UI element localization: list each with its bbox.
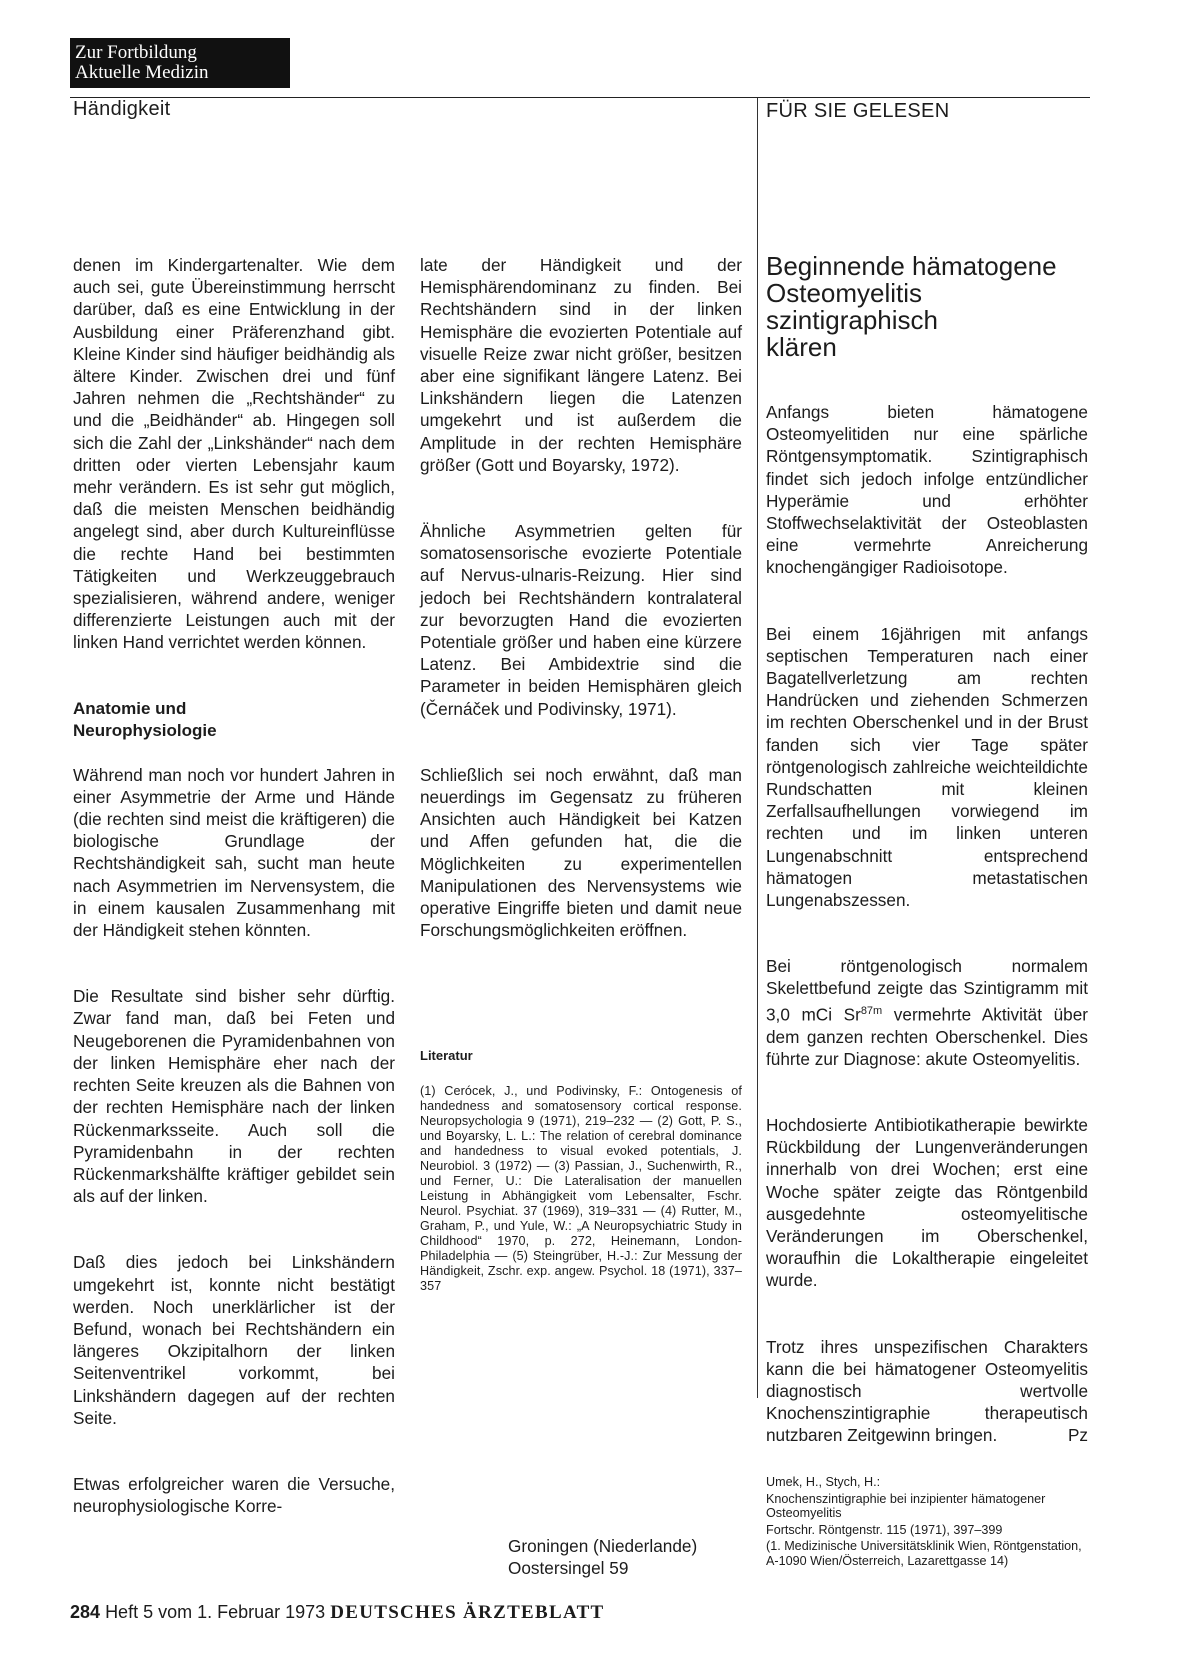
article-title	[766, 253, 1088, 361]
paragraph: Bei einem 16jährigen mit anfangs septischen Temperaturen nach einer Bagatellverletzung am rechten Handrücken und ziehenden Schmerzen im rechten Oberschenkel und in der Brust fanden sich vier Tage später röntgenologisch zahlreiche weichteildichte Rundschatten mit kleinen Zerfallsaufhellungen vorwiegend im rechten und im linken unteren Lungenabschnitt entsprechend hämatogen metastatischen Lungenabszessen.	[766, 623, 1088, 911]
paragraph: Anfangs bieten hämatogene Osteomyelitiden nur eine spärliche Röntgensymptomatik. Szintigraphisch findet sich jedoch infolge entzündlicher Hyperämie und erhöhter Stoffwechselaktivität der Osteoblasten eine vermehrte Anreicherung knochengängiger Radioisotope.	[766, 402, 1088, 578]
section-label	[70, 38, 290, 88]
title-line2: Osteomyelitis	[766, 278, 923, 308]
paragraph	[766, 955, 1088, 1070]
paragraph: late der Händigkeit und der Hemisphärendominanz zu finden. Bei Rechtshändern sind in der linken Hemisphäre die evozierten Potentiale auf visuelle Reize zwar nicht größer, besitzen aber eine signifikant längere Latenz. Bei Linkshändern liegen die Latenzen umgekehrt und ist außerdem die Amplitude in der rechten Hemisphäre größer (Gott und Boyarsky, 1972).	[420, 255, 742, 475]
paragraph: denen im Kindergartenalter. Wie dem auch sei, gute Übereinstimmung herrscht darüber, daß es eine Entwicklung in der Ausbildung einer Präferenzhand gibt. Kleine Kinder sind häufiger beidhändig als ältere Kinder. Zwischen drei und fünf Jahren nehmen die „Rechtshänder“ zu und die „Beidhänder“ ab. Hingegen soll sich die Zahl der „Linkshänder“ nach dem dritten oder vierten Lebensjahr kaum mehr verändern. Es ist sehr gut möglich, daß die meisten Menschen beidhändig angelegt sind, aber durch Kultureinflüsse die rechte Hand bei bestimmten Tätigkeiten und Werkzeuggebrauch spezialisieren, während andere, weniger differenzierte Leistungen auch mit der linken Hand verrichtet werden können.	[73, 255, 395, 653]
paragraph-part: Bei röntgenologisch normalem Skelettbefund zeigte das Szintigramm mit 3,0 mCi Sr	[766, 956, 1088, 1025]
section-label-line1: Zur Fortbildung	[75, 42, 197, 63]
author-address	[508, 1535, 697, 1579]
reference-authors: Umek, H., Stych, H.:	[766, 1475, 881, 1489]
issue-info: Heft 5 vom 1. Februar 1973	[105, 1602, 326, 1622]
page-footer	[70, 1602, 605, 1624]
paragraph: Hochdosierte Antibiotikatherapie bewirkte Rückbildung der Lungenveränderungen innerhalb von drei Wochen; erst eine Woche später zeigte das Röntgenbild ausgedehnte osteomyelitische Veränderungen im Oberschenkel, woraufhin die Lokaltherapie eingeleitet wurde.	[766, 1115, 1088, 1291]
section-label-line2: Aktuelle Medizin	[75, 62, 209, 83]
reference-block	[766, 1475, 1088, 1570]
reference-title: Knochenszintigraphie bei inzipienter hämatogener Osteomyelitis	[766, 1491, 1046, 1520]
reference-address: (1. Medizinische Universitätsklinik Wien, Röntgenstation, A-1090 Wien/Österreich, Lazarettgasse 14)	[766, 1539, 1082, 1568]
magazine-name: DEUTSCHES ÄRZTEBLATT	[330, 1602, 605, 1623]
department-heading: FÜR SIE GELESEN	[766, 100, 950, 122]
author-signature: Pz	[1067, 1425, 1088, 1446]
column-3	[766, 253, 1088, 1447]
title-line4: klären	[766, 332, 837, 362]
paragraph: Während man noch vor hundert Jahren in einer Asymmetrie der Arme und Hände (die rechten sind meist die kräftigeren) die biologische Grundlage der Rechtshändigkeit sah, sucht man heute nach Asymmetrien im Nervensystem, die in einem kausalen Zusammenhang mit der Händigkeit stehen könnten.	[73, 764, 395, 941]
subheading-line2: Neurophysiologie	[73, 720, 217, 740]
paragraph: Die Resultate sind bisher sehr dürftig. Zwar fand man, daß bei Feten und Neugeborenen die Pyramidenbahnen von der linken Hemisphäre eher nach der rechten Seite kreuzen als die Bahnen von der rechten Hemisphäre nach der linken Rückenmarksseite. Auch soll die Pyramidenbahn in der rechten Rückenmarkshälfte kräftiger gebildet sein als auf der linken.	[73, 986, 395, 1207]
address-line1: Groningen (Niederlande)	[508, 1536, 698, 1556]
literature-heading: Literatur	[420, 1048, 473, 1064]
column-2	[420, 254, 742, 1294]
title-line1: Beginnende hämatogene	[766, 251, 1057, 281]
title-line3: szintigraphisch	[766, 305, 938, 335]
subheading-line1: Anatomie und	[73, 698, 187, 718]
paragraph-part: vermehrte Aktivität über dem ganzen rechten Oberschenkel. Dies führte zur Diagnose: akute Osteomyelitis.	[766, 1004, 1088, 1069]
header-rule	[70, 97, 1090, 98]
paragraph-text: Trotz ihres unspezifischen Charakters kann die bei hämatogener Osteomyelitis diagnostisch wertvolle Knochenszintigraphie therapeutisch nutzbaren Zeitgewinn bringen.	[766, 1336, 1088, 1446]
paragraph: Etwas erfolgreicher waren die Versuche, neurophysiologische Korre-	[73, 1473, 395, 1517]
paragraph	[766, 1336, 1088, 1447]
literature-list: (1) Cerócek, J., und Podivinsky, F.: Ontogenesis of handedness and somatosensory cortical response. Neuropsychologia 9 (1971), 219–232 — (2) Gott, P. S., und Boyarsky, L. L.: The relation of cerebral dominance and handedness to visual evoked potentials, J. Neurobiol. 3 (1972) — (3) Passian, J., Suchenwirth, R., und Ferner, U.: Die Lateralisation der manuellen Leistung in Abhängigkeit vom Lebensalter, Fschr. Neurol. Psychiat. 37 (1969), 319–331 — (4) Rutter, M., Graham, P., und Yule, W.: „A Neuropsychiatric Study in Childhood“ 1970, p. 272, Heinemann, London-Philadelphia — (5) Steingrüber, H.-J.: Zur Messung der Händigkeit, Zschr. exp. angew. Psychol. 18 (1971), 337–357	[420, 1083, 742, 1293]
paragraph: Schließlich sei noch erwähnt, daß man neuerdings im Gegensatz zu früheren Ansichten auch Händigkeit bei Katzen und Affen gefunden hat, die die Möglichkeiten zu experimentellen Manipulationen des Nervensystems wie operative Eingriffe bieten und damit neue Forschungsmöglichkeiten eröffnen.	[420, 764, 742, 941]
topic-heading: Händigkeit	[73, 98, 171, 120]
column-divider	[757, 98, 758, 1398]
isotope-superscript: 87m	[860, 1004, 883, 1017]
address-line2: Oostersingel 59	[508, 1558, 629, 1578]
paragraph: Daß dies jedoch bei Linkshändern umgekehrt ist, konnte nicht bestätigt werden. Noch unerklärlicher ist der Befund, wonach bei Rechtshändern ein längeres Okzipitalhorn der linken Seitenventrikel vorkommt, bei Linkshändern dagegen auf der rechten Seite.	[73, 1252, 395, 1428]
reference-journal: Fortschr. Röntgenstr. 115 (1971), 397–399	[766, 1522, 1003, 1537]
paragraph: Ähnliche Asymmetrien gelten für somatosensorische evozierte Potentiale auf Nervus-ulnaris-Reizung. Hier sind jedoch bei Rechtshändern kontralateral zur bevorzugten Hand die evozierten Potentiale größer und haben eine kürzere Latenz. Bei Ambidextrie sind die Parameter in beiden Hemisphären gleich (Černáček und Podivinsky, 1971).	[420, 521, 742, 719]
section-subheading	[73, 698, 395, 742]
column-1	[73, 254, 395, 1517]
page-number: 284	[70, 1602, 101, 1622]
